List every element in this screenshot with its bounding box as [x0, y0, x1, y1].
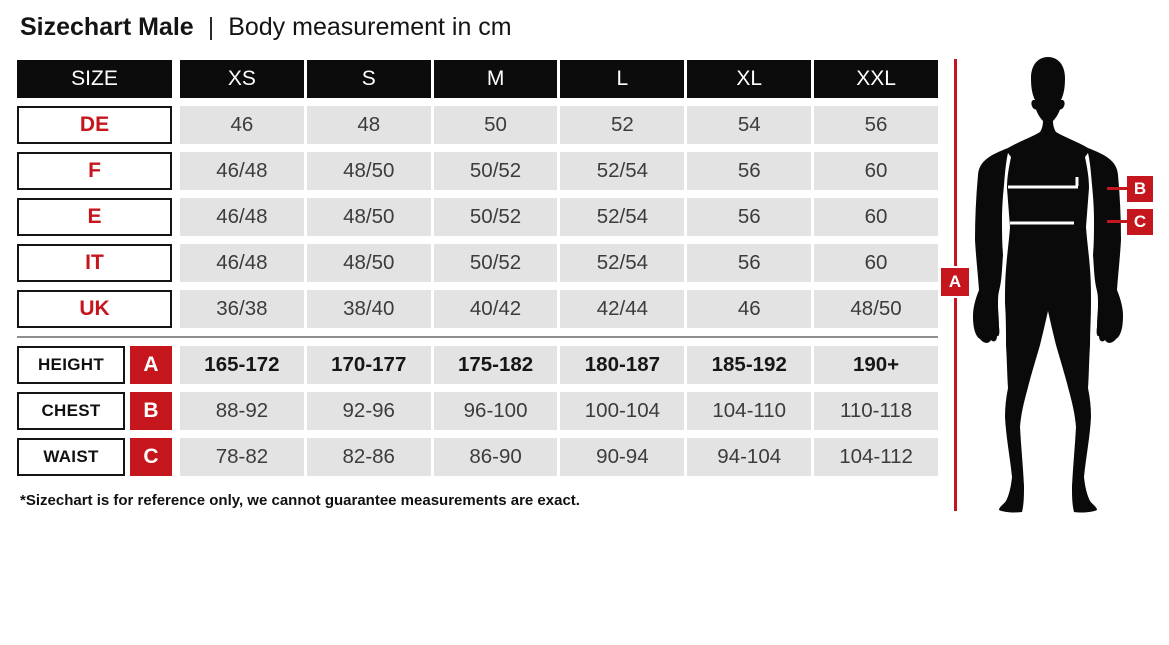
title-subtitle: Body measurement in cm	[228, 13, 512, 41]
size-value-cell: 50	[434, 106, 558, 144]
measurement-label-group	[17, 438, 172, 476]
row-label-e: E	[17, 198, 172, 236]
size-value-cell: 50/52	[434, 244, 558, 282]
table-row-it	[17, 244, 938, 282]
height-measure-line-top	[954, 59, 957, 266]
size-value-cell: 56	[814, 106, 938, 144]
size-value-cell: 52	[560, 106, 684, 144]
section-divider	[17, 336, 938, 338]
column-header-size: SIZE	[17, 60, 172, 98]
measurement-value-cell: 190+	[814, 346, 938, 384]
column-header: XXL	[814, 60, 938, 98]
row-cells	[180, 244, 938, 282]
measurement-value-cell: 104-112	[814, 438, 938, 476]
size-conversion-rows	[17, 106, 938, 328]
row-cells	[180, 392, 938, 430]
table-row-de	[17, 106, 938, 144]
table-row-e	[17, 198, 938, 236]
size-value-cell: 54	[687, 106, 811, 144]
title-main: Sizechart Male	[20, 13, 194, 41]
chest-marker-connector	[1107, 187, 1127, 190]
row-cells	[180, 438, 938, 476]
table-row-f	[17, 152, 938, 190]
size-value-cell: 50/52	[434, 152, 558, 190]
size-value-cell: 46	[687, 290, 811, 328]
measurement-value-cell: 96-100	[434, 392, 558, 430]
measurement-value-cell: 165-172	[180, 346, 304, 384]
measurement-value-cell: 104-110	[687, 392, 811, 430]
size-value-cell: 46/48	[180, 244, 304, 282]
chest-measure-line	[1008, 186, 1078, 189]
row-label-f: F	[17, 152, 172, 190]
marker-a-badge: A	[941, 268, 969, 296]
marker-b-table-badge: B	[130, 392, 172, 430]
size-value-cell: 36/38	[180, 290, 304, 328]
marker-b-badge: B	[1127, 176, 1153, 202]
measurement-value-cell: 94-104	[687, 438, 811, 476]
row-label-chest: CHEST	[17, 392, 125, 430]
size-value-cell: 60	[814, 244, 938, 282]
column-header: M	[434, 60, 558, 98]
size-value-cell: 56	[687, 152, 811, 190]
size-value-cell: 48/50	[307, 244, 431, 282]
size-value-cell: 52/54	[560, 152, 684, 190]
size-value-cell: 50/52	[434, 198, 558, 236]
measurement-value-cell: 86-90	[434, 438, 558, 476]
size-value-cell: 48	[307, 106, 431, 144]
size-value-cell: 38/40	[307, 290, 431, 328]
row-cells	[180, 198, 938, 236]
male-silhouette	[970, 55, 1126, 520]
row-label-it: IT	[17, 244, 172, 282]
table-row-chest	[17, 392, 938, 430]
measurement-value-cell: 175-182	[434, 346, 558, 384]
row-cells	[180, 290, 938, 328]
table-row-uk	[17, 290, 938, 328]
size-value-cell: 46/48	[180, 198, 304, 236]
marker-c-table-badge: C	[130, 438, 172, 476]
height-measure-line-bottom	[954, 298, 957, 511]
measurement-value-cell: 90-94	[560, 438, 684, 476]
row-cells	[180, 152, 938, 190]
footnote: *Sizechart is for reference only, we cannot guarantee measurements are exact.	[20, 492, 580, 509]
measurement-value-cell: 92-96	[307, 392, 431, 430]
measurement-value-cell: 110-118	[814, 392, 938, 430]
row-cells	[180, 106, 938, 144]
size-value-cell: 60	[814, 152, 938, 190]
size-value-cell: 40/42	[434, 290, 558, 328]
table-header-row	[17, 60, 938, 98]
size-value-cell: 46	[180, 106, 304, 144]
measurement-value-cell: 88-92	[180, 392, 304, 430]
table-row-waist	[17, 438, 938, 476]
column-header: L	[560, 60, 684, 98]
row-label-uk: UK	[17, 290, 172, 328]
measurement-value-cell: 180-187	[560, 346, 684, 384]
waist-measure-line	[1010, 222, 1074, 225]
size-value-cell: 48/50	[307, 198, 431, 236]
size-value-cell: 56	[687, 198, 811, 236]
measurement-value-cell: 170-177	[307, 346, 431, 384]
table-row-height	[17, 346, 938, 384]
body-measurement-rows	[17, 346, 938, 476]
measurement-value-cell: 82-86	[307, 438, 431, 476]
size-value-cell: 60	[814, 198, 938, 236]
measurement-value-cell: 185-192	[687, 346, 811, 384]
row-label-waist: WAIST	[17, 438, 125, 476]
column-header: XS	[180, 60, 304, 98]
header-cells	[180, 60, 938, 98]
size-value-cell: 52/54	[560, 244, 684, 282]
row-label-de: DE	[17, 106, 172, 144]
title-separator: |	[207, 13, 215, 41]
marker-c-badge: C	[1127, 209, 1153, 235]
marker-a-table-badge: A	[130, 346, 172, 384]
page-title	[20, 13, 512, 42]
measurement-label-group	[17, 346, 172, 384]
row-label-height: HEIGHT	[17, 346, 125, 384]
male-silhouette-body	[973, 57, 1123, 512]
size-table	[17, 60, 938, 484]
size-value-cell: 48/50	[814, 290, 938, 328]
size-value-cell: 56	[687, 244, 811, 282]
measurement-label-group	[17, 392, 172, 430]
size-value-cell: 52/54	[560, 198, 684, 236]
measurement-value-cell: 100-104	[560, 392, 684, 430]
size-value-cell: 42/44	[560, 290, 684, 328]
waist-marker-connector	[1107, 220, 1127, 223]
size-value-cell: 46/48	[180, 152, 304, 190]
column-header: XL	[687, 60, 811, 98]
measurement-value-cell: 78-82	[180, 438, 304, 476]
row-cells	[180, 346, 938, 384]
column-header: S	[307, 60, 431, 98]
size-value-cell: 48/50	[307, 152, 431, 190]
chest-line-tick	[1076, 177, 1079, 186]
